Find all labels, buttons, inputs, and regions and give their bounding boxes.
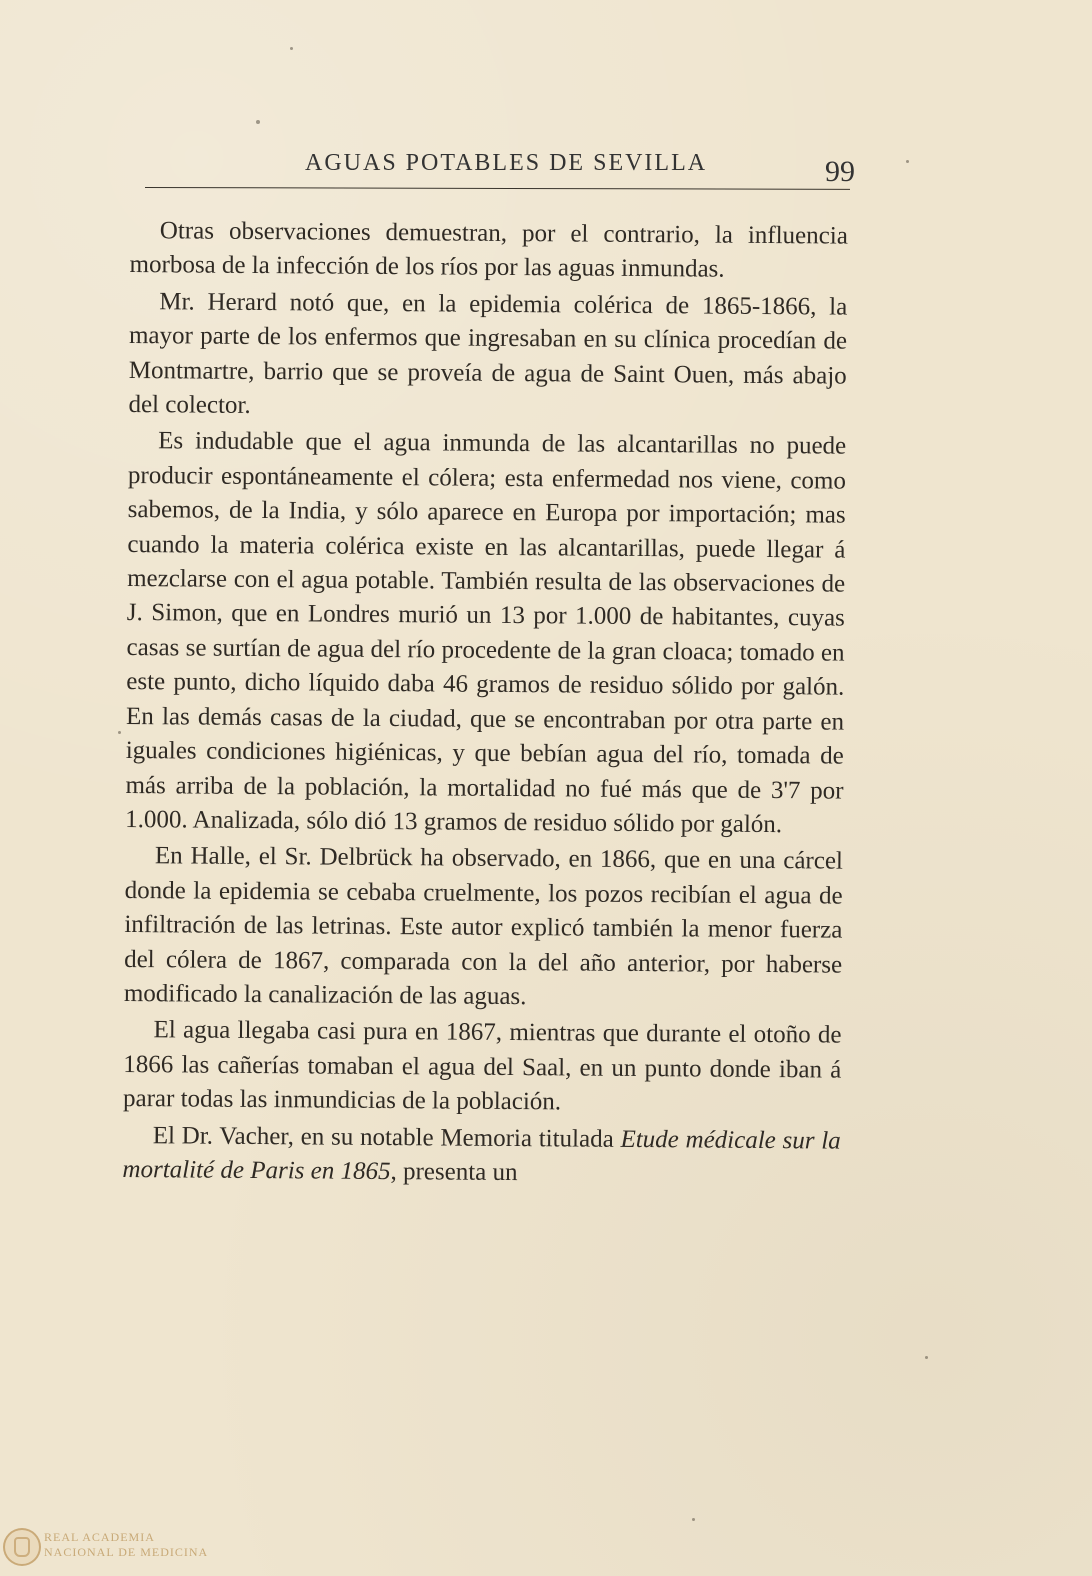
paragraph-6-text-end: , presenta un [390,1158,518,1187]
paragraph-6 [122,1119,841,1193]
memoir-title: Etude médicale sur la mortalité de Paris en 1865 [122,1125,841,1186]
paper-speck [692,1518,695,1521]
watermark-line-1: REAL ACADEMIA [44,1530,155,1544]
paper-speck [118,731,121,734]
paragraph-3: Es indudable que el agua inmunda de las alcantarillas no puede producir espontáneamente el cólera; esta enfermedad nos viene, como sabemos, de la India, y sólo aparece en Europa por importación; mas cuando la materia colérica existe en las alcantarillas, puede llegar á mezclarse con el agua potable. También resulta de las observaciones de J. Simon, que en Londres murió un 13 por 1.000 de habitantes, cuyas casas se surtían de agua del río procedente de la gran cloaca; tomado en este punto, dicho líquido daba 46 gramos de residuo sólido por galón. En las demás casas de la ciudad, que se encontraban por otra parte en iguales condiciones higiénicas, y que bebían agua del río, tomada de más arriba de la población, la mortalidad no fué más que de 3'7 por 1.000. Analizada, sólo dió 13 gramos de residuo sólido por galón. [125,427,847,839]
paragraph-1: Otras observaciones demuestran, por el contrario, la influencia morbosa de la infección de los ríos por las aguas inmundas. [129,217,848,284]
paragraph-4: En Halle, el Sr. Delbrück ha observado, en 1866, que en una cárcel donde la epidemia se cebaba cruelmente, los pozos recibían el agua de infiltración de las letrinas. Este autor explicó también la menor fuerza del cólera de 1867, comparada con la del año anterior, por haberse modificado la canalización de las aguas. [123,842,844,1011]
page-number: 99 [825,155,855,188]
paper-speck [925,1356,928,1359]
seal-icon [3,1528,41,1566]
paper-speck [290,47,293,50]
body-text [122,214,848,1193]
library-watermark [0,1522,209,1572]
crest-icon [14,1537,30,1557]
page-header [145,145,855,200]
paragraph-2: Mr. Herard notó que, en la epidemia colérica de 1865-1866, la mayor parte de los enfermos que ingresaban en su clínica procedían de Montmartre, barrio que se proveía de agua de Saint Ouen, más abajo del colector. [128,288,848,419]
running-head: AGUAS POTABLES DE SEVILLA [305,150,708,176]
watermark-line-2: NACIONAL DE MEDICINA [44,1545,209,1559]
paper-speck [906,160,909,163]
paragraph-5: El agua llegaba casi pura en 1867, mientras que durante el otoño de 1866 las cañerías tomaban el agua del Saal, en un punto donde iban á parar todas las inmundicias de la población. [122,1016,842,1116]
paragraph-6-text-start: El Dr. Vacher, en su notable Memoria titulada [152,1121,621,1153]
paper-speck [256,120,260,124]
